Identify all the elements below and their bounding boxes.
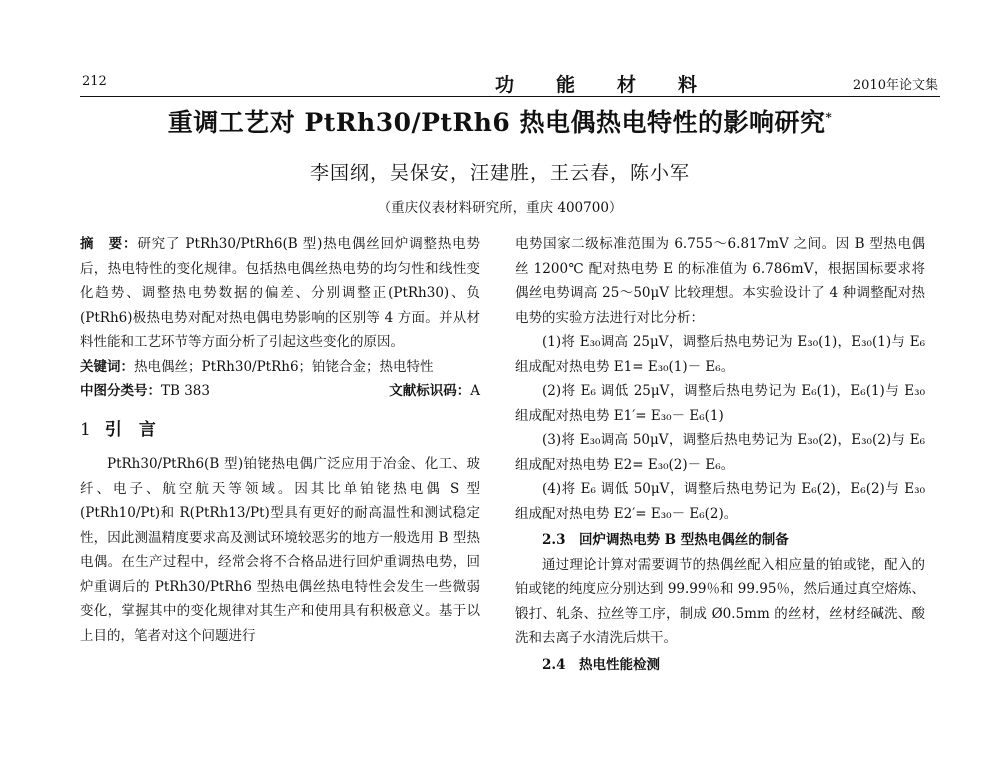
section-number: 1	[80, 419, 91, 440]
clc-number: 中图分类号：TB 383	[80, 383, 210, 399]
abstract-text: 研究了 PtRh30/PtRh6(B 型)热电偶丝回炉调整热电势后，热电特性的变化规律。包括热电偶丝热电势的均匀性和线性变化趋势、调整热电势数据的偏差、分别调整正(PtRh30)、负(PtRh6)极热电势对配对热电偶电势影响的区别等 4 方面。并从材料性能和工艺环节等方面分析了引起这些变化的原因。	[80, 236, 481, 350]
right-column	[515, 232, 925, 677]
classification-row	[80, 379, 480, 404]
method-item-1: (1)将 E₃₀调高 25μV，调整后热电势记为 E₃₀(1)，E₃₀(1)与 E₆ 组成配对热电势 E1= E₃₀(1)－ E₆。	[515, 334, 925, 375]
author-list: 李国纲，吴保安，汪建胜，王云春，陈小军	[309, 162, 690, 184]
method-item-2: (2)将 E₆ 调低 25μV，调整后热电势记为 E₆(1)，E₆(1)与 E₃₀组成配对热电势 E1′= E₃₀－ E₆(1)	[515, 383, 925, 424]
section-heading-intro	[80, 418, 480, 443]
keywords	[80, 355, 480, 380]
method-intro-paragraph: 电势国家二级标准范围为 6.755～6.817mV 之间。因 B 型热电偶丝 1200℃ 配对热电势 E 的标准值为 6.786mV，根据国标要求将偶丝电势调高 25～50μV 比较理想。本实验设计了 4 种调整配对热电势的实验方法进行对比分析：	[515, 236, 925, 326]
subsection-2-3-heading: 2.3 回炉调热电势 B 型热电偶丝的制备	[542, 532, 789, 548]
document-code: 文献标识码：A	[389, 383, 480, 399]
affiliation: （重庆仪表材料研究所，重庆 400700）	[377, 200, 623, 216]
title-footnote-mark: *	[825, 110, 833, 125]
paper-title	[0, 103, 1000, 139]
section-title: 引 言	[104, 419, 156, 440]
intro-paragraph: PtRh30/PtRh6(B 型)铂铑热电偶广泛应用于冶金、化工、玻纤、电子、航空航天等领域。因其比单铂铑热电偶 S 型(PtRh10/Pt)和 R(PtRh13/Pt)型具有更好的耐高温性和测试稳定性，因此测温精度要求高及测试环境较恶劣的地方一般选用 B 型热电偶。在生产过程中，经常会将不合格品进行回炉重调热电势，回炉重调后的 PtRh30/PtRh6 型热电偶丝热电特性会发生一些微弱变化，掌握其中的变化规律对其生产和使用具有积极意义。基于以上目的，笔者对这个问题进行	[80, 456, 480, 644]
abstract-label: 摘 要：	[80, 236, 138, 252]
journal-name: 功能材料	[495, 74, 740, 96]
subsection-2-4-heading: 2.4 热电性能检测	[542, 656, 660, 673]
method-item-3: (3)将 E₃₀调高 50μV，调整后热电势记为 E₃₀(2)，E₃₀(2)与 E₆ 组成配对热电势 E2= E₃₀(2)－ E₆。	[515, 432, 925, 473]
page-number: 212	[82, 74, 107, 89]
left-column	[80, 232, 480, 648]
subsection-2-3-text: 通过理论计算对需要调节的热偶丝配入相应量的铂或铑，配入的铂或铑的纯度应分别达到 99.99％和 99.95％，然后通过真空熔炼、锻打、轧条、拉丝等工序，制成 Ø0.5mm 的丝材，丝材经碱洗、酸洗和去离子水清洗后烘干。	[515, 556, 925, 646]
volume-label: 2010年论文集	[852, 78, 938, 93]
abstract	[80, 232, 480, 355]
running-header	[80, 70, 940, 97]
method-item-4: (4)将 E₆ 调低 50μV，调整后热电势记为 E₆(2)，E₆(2)与 E₃₀组成配对热电势 E2′= E₃₀－ E₆(2)。	[515, 481, 925, 522]
keywords-text: 热电偶丝；PtRh30/PtRh6；铂铑合金；热电特性	[134, 358, 434, 375]
title-text: 重调工艺对 PtRh30/PtRh6 热电偶热电特性的影响研究	[167, 108, 826, 137]
keywords-label: 关键词：	[80, 358, 134, 375]
